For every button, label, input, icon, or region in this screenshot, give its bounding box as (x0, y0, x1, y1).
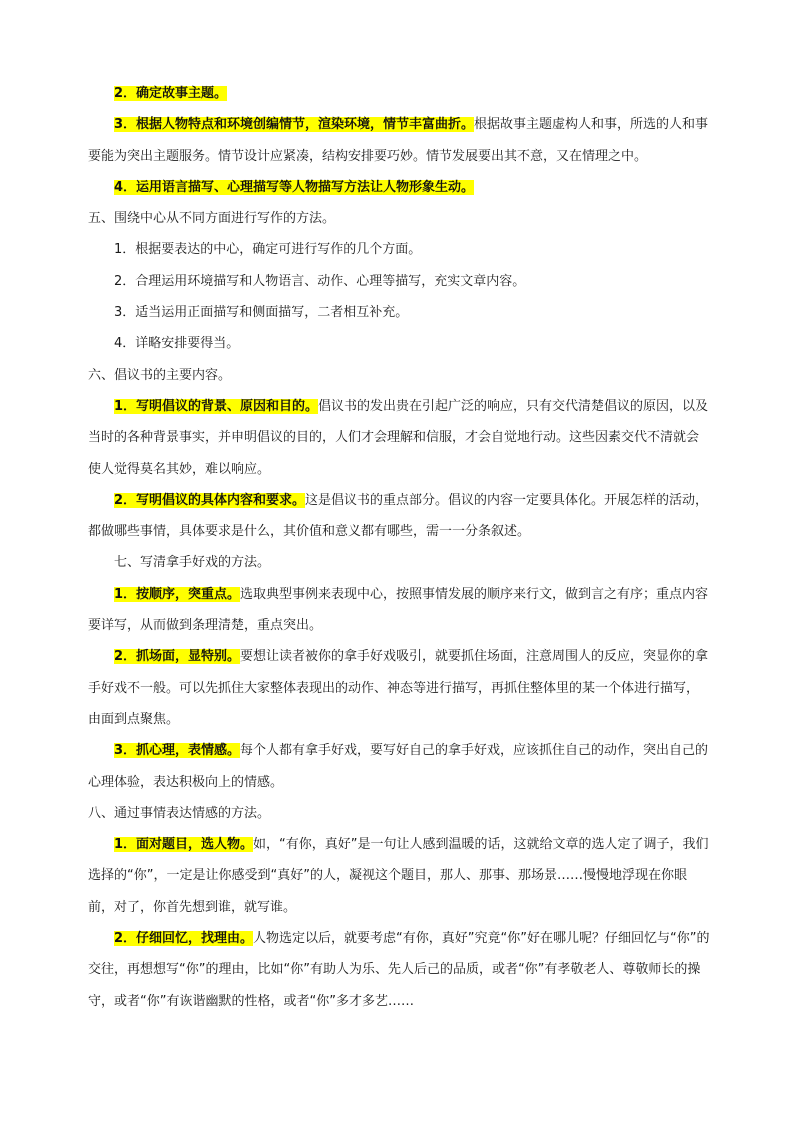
highlight-text: 4．运用语言描写、心理描写等人物描写方法让人物形象生动。 (114, 179, 475, 195)
heading-text: 五、围绕中心从不同方面进行写作的方法。 (88, 211, 336, 227)
section-heading-8 (88, 798, 710, 829)
paragraph-3 (88, 172, 710, 203)
section-heading-5 (88, 203, 710, 234)
highlight-text: 2．确定故事主题。 (114, 86, 228, 101)
body-text: 3．适当运用正面描写和侧面描写，二者相互补充。 (114, 305, 409, 321)
highlight-text: 3．根据人物特点和环境创编情节，渲染环境，情节丰富曲折。 (114, 117, 475, 133)
paragraph-2 (88, 109, 710, 172)
highlight-text: 2．仔细回忆，找理由。 (114, 931, 254, 947)
section-heading-7 (88, 547, 710, 578)
body-text: 要想让读者被你的拿手好戏吸引，就要抓住场面，注意周围人的反应，突显你的拿手好戏不一般。可以先抓住大家整体表现出的动作、神态等进行描写，再抓住整体里的某一个体进行描写，由面到点聚焦。 (88, 649, 709, 727)
paragraph-1 (88, 78, 710, 109)
list-item-5-3 (88, 297, 710, 328)
body-text: 每个人都有拿手好戏，要写好自己的拿手好戏，应该抓住自己的动作，突出自己的心理体验，表达积极向上的情感。 (88, 743, 709, 790)
highlight-text: 1．面对题目，选人物。 (114, 837, 254, 853)
body-text: 2．合理运用环境描写和人物语言、动作、心理等描写，充实文章内容。 (114, 273, 526, 289)
heading-text: 八、通过事情表达情感的方法。 (88, 805, 271, 821)
document-body (88, 78, 710, 1017)
section-heading-6 (88, 360, 710, 391)
highlight-text: 2．写明倡议的具体内容和要求。 (114, 492, 306, 508)
highlight-text: 1．按顺序，突重点。 (114, 586, 241, 602)
paragraph-7-2 (88, 641, 710, 735)
heading-text: 七、写清拿手好戏的方法。 (114, 555, 271, 571)
paragraph-7-1 (88, 579, 710, 642)
paragraph-8-2 (88, 923, 710, 1017)
body-text: 根据故事主题虚构人和事，所选的人和事要能为突出主题服务。情节设计应紧凑，结构安排要巧妙。情节发展要出其不意，又在情理之中。 (88, 117, 709, 164)
body-text: 如，“有你，真好”是一句让人感到温暖的话，这就给文章的选人定了调子，我们选择的“你”，一定是让你感受到“真好”的人，凝视这个题目，那人、那事、那场景……慢慢地浮现在你眼前，对了，你首先想到谁，就写谁。 (88, 837, 709, 915)
body-text: 选取典型事例来表现中心，按照事情发展的顺序来行文，做到言之有序；重点内容要详写，从而做到条理清楚，重点突出。 (88, 586, 709, 634)
body-text: 倡议书的发出贵在引起广泛的响应，只有交代清楚倡议的原因，以及当时的各种背景事实，并申明倡议的目的，人们才会理解和信服，才会自觉地行动。这些因素交代不清就会使人觉得莫名其妙，难以响应。 (88, 398, 709, 477)
body-text: 4．详略安排要得当。 (114, 336, 240, 352)
paragraph-8-1 (88, 829, 710, 923)
list-item-5-1 (88, 234, 710, 265)
paragraph-6-1 (88, 391, 710, 485)
body-text: 1．根据要表达的中心，确定可进行写作的几个方面。 (114, 242, 422, 258)
highlight-text: 3．抓心理，表情感。 (114, 743, 241, 759)
body-text: 人物选定以后，就要考虑“有你，真好”究竟“你”好在哪儿呢？仔细回忆与“你”的交往，再想想写“你”的理由，比如“你”有助人为乐、先人后己的品质，或者“你”有孝敬老人、尊敬师长的操守，或者“你”有诙谐幽默的性格，或者“你”多才多艺…… (88, 931, 710, 1009)
paragraph-7-3 (88, 735, 710, 798)
list-item-5-2 (88, 266, 710, 297)
highlight-text: 1．写明倡议的背景、原因和目的。 (114, 398, 319, 414)
heading-text: 六、倡议书的主要内容。 (88, 367, 232, 383)
paragraph-6-2 (88, 485, 710, 548)
list-item-5-4 (88, 328, 710, 359)
body-text: 这是倡议书的重点部分。倡议的内容一定要具体化。开展怎样的活动，都做哪些事情，具体要求是什么，其价值和意义都有哪些，需一一分条叙述。 (88, 492, 709, 540)
highlight-text: 2．抓场面，显特别。 (114, 649, 241, 665)
